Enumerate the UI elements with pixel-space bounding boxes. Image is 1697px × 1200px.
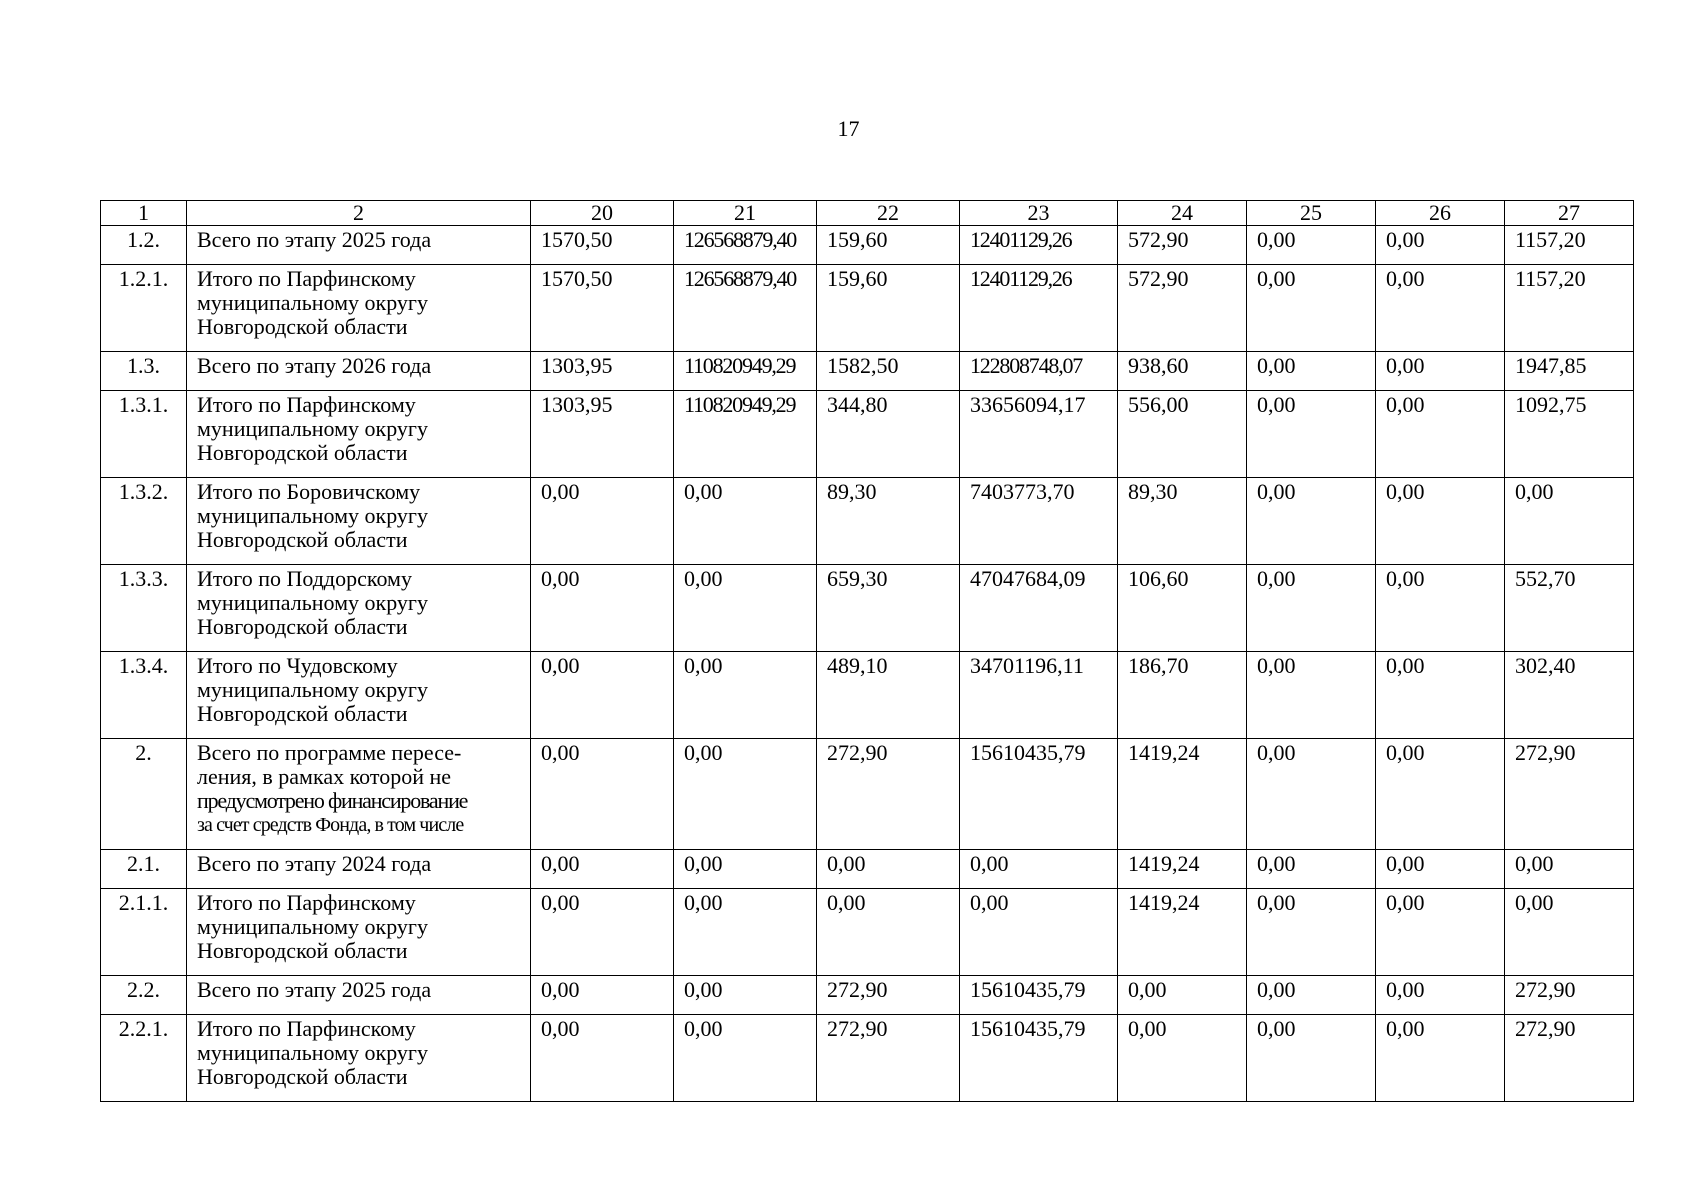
row-name-line: Всего по этапу 2026 года bbox=[197, 353, 432, 378]
table-cell: 302,40 bbox=[1505, 652, 1634, 739]
table-cell: 0,00 bbox=[1505, 889, 1634, 976]
table-cell: 272,90 bbox=[1505, 976, 1634, 1015]
table-cell: 110820949,29 bbox=[674, 391, 817, 478]
table-cell: 110820949,29 bbox=[674, 352, 817, 391]
table-cell: 0,00 bbox=[1247, 739, 1376, 850]
row-number: 1.2.1. bbox=[101, 265, 187, 352]
table-cell: 1419,24 bbox=[1118, 889, 1247, 976]
table-cell: 15610435,79 bbox=[960, 739, 1118, 850]
table-row bbox=[101, 391, 1634, 478]
table-cell: 1570,50 bbox=[531, 226, 674, 265]
table-cell: 0,00 bbox=[674, 1015, 817, 1102]
row-name-line: ления, в рамках которой не bbox=[197, 764, 452, 789]
table-cell: 7403773,70 bbox=[960, 478, 1118, 565]
table-cell: 89,30 bbox=[817, 478, 960, 565]
row-name bbox=[187, 226, 531, 265]
row-name-line: Всего по этапу 2025 года bbox=[197, 977, 432, 1002]
table-cell: 0,00 bbox=[960, 889, 1118, 976]
table-cell: 12401129,26 bbox=[960, 226, 1118, 265]
table-cell: 0,00 bbox=[1247, 652, 1376, 739]
column-header: 27 bbox=[1505, 201, 1634, 226]
row-name-line: Всего по этапу 2024 года bbox=[197, 851, 432, 876]
table-cell: 572,90 bbox=[1118, 226, 1247, 265]
table-cell: 0,00 bbox=[1505, 478, 1634, 565]
table-cell: 0,00 bbox=[1376, 652, 1505, 739]
table-cell: 0,00 bbox=[1376, 478, 1505, 565]
table-cell: 0,00 bbox=[1247, 391, 1376, 478]
table-cell: 1092,75 bbox=[1505, 391, 1634, 478]
table-cell: 0,00 bbox=[1247, 565, 1376, 652]
table-row bbox=[101, 850, 1634, 889]
table-cell: 344,80 bbox=[817, 391, 960, 478]
row-number: 1.3. bbox=[101, 352, 187, 391]
table-cell: 0,00 bbox=[674, 976, 817, 1015]
table-cell: 0,00 bbox=[1376, 265, 1505, 352]
column-header: 22 bbox=[817, 201, 960, 226]
table-cell: 122808748,07 bbox=[960, 352, 1118, 391]
table-cell: 659,30 bbox=[817, 565, 960, 652]
page-number: 17 bbox=[837, 116, 860, 141]
row-number: 1.3.1. bbox=[101, 391, 187, 478]
table-cell: 0,00 bbox=[817, 850, 960, 889]
row-name-line: Новгородской области bbox=[197, 527, 408, 552]
row-name-line: муниципальному округу bbox=[197, 590, 428, 615]
table-cell: 938,60 bbox=[1118, 352, 1247, 391]
table-cell: 0,00 bbox=[531, 739, 674, 850]
table-cell: 0,00 bbox=[1118, 1015, 1247, 1102]
table-row bbox=[101, 889, 1634, 976]
table-cell: 12401129,26 bbox=[960, 265, 1118, 352]
table-cell: 0,00 bbox=[1247, 226, 1376, 265]
table-cell: 33656094,17 bbox=[960, 391, 1118, 478]
column-header: 26 bbox=[1376, 201, 1505, 226]
table-cell: 572,90 bbox=[1118, 265, 1247, 352]
table-cell: 126568879,40 bbox=[674, 265, 817, 352]
row-name bbox=[187, 889, 531, 976]
column-header: 24 bbox=[1118, 201, 1247, 226]
column-header: 1 bbox=[101, 201, 187, 226]
row-number: 2.2.1. bbox=[101, 1015, 187, 1102]
table-cell: 0,00 bbox=[1247, 850, 1376, 889]
row-name bbox=[187, 391, 531, 478]
row-name-line: Итого по Чудовскому bbox=[197, 653, 398, 678]
table-cell: 34701196,11 bbox=[960, 652, 1118, 739]
table-cell: 0,00 bbox=[674, 739, 817, 850]
row-name-line: за счет средств Фонда, в том числе bbox=[197, 814, 464, 836]
row-name-line: Итого по Парфинскому bbox=[197, 266, 416, 291]
row-number: 2. bbox=[101, 739, 187, 850]
table-row bbox=[101, 976, 1634, 1015]
row-name-line: Итого по Парфинскому bbox=[197, 1016, 416, 1041]
row-number: 2.2. bbox=[101, 976, 187, 1015]
table-cell: 0,00 bbox=[1247, 889, 1376, 976]
table-cell: 1303,95 bbox=[531, 391, 674, 478]
table-cell: 552,70 bbox=[1505, 565, 1634, 652]
header-row bbox=[101, 201, 1634, 226]
table-cell: 0,00 bbox=[1376, 850, 1505, 889]
row-name-line: Новгородской области bbox=[197, 440, 408, 465]
row-name-line: Итого по Парфинскому bbox=[197, 392, 416, 417]
row-name-line: муниципальному округу bbox=[197, 416, 428, 441]
table-cell: 0,00 bbox=[531, 565, 674, 652]
table-cell: 0,00 bbox=[531, 889, 674, 976]
table-cell: 0,00 bbox=[1376, 739, 1505, 850]
table-cell: 89,30 bbox=[1118, 478, 1247, 565]
table-cell: 0,00 bbox=[1376, 976, 1505, 1015]
table-cell: 126568879,40 bbox=[674, 226, 817, 265]
column-header: 21 bbox=[674, 201, 817, 226]
row-name-line: муниципальному округу bbox=[197, 914, 428, 939]
allocation-table bbox=[100, 200, 1634, 1102]
row-name bbox=[187, 739, 531, 850]
table-cell: 0,00 bbox=[674, 652, 817, 739]
table-cell: 1947,85 bbox=[1505, 352, 1634, 391]
table-cell: 0,00 bbox=[817, 889, 960, 976]
row-number: 1.2. bbox=[101, 226, 187, 265]
table-row bbox=[101, 352, 1634, 391]
row-name-line: предусмотрено финансирование bbox=[197, 788, 468, 813]
row-number: 1.3.2. bbox=[101, 478, 187, 565]
table-row bbox=[101, 1015, 1634, 1102]
row-name-line: Итого по Парфинскому bbox=[197, 890, 416, 915]
row-number: 2.1. bbox=[101, 850, 187, 889]
table-cell: 489,10 bbox=[817, 652, 960, 739]
table-cell: 1419,24 bbox=[1118, 850, 1247, 889]
row-name-line: Новгородской области bbox=[197, 1064, 408, 1089]
table-cell: 0,00 bbox=[1247, 478, 1376, 565]
column-header: 20 bbox=[531, 201, 674, 226]
row-name bbox=[187, 265, 531, 352]
row-name bbox=[187, 976, 531, 1015]
table-row bbox=[101, 478, 1634, 565]
table-row bbox=[101, 565, 1634, 652]
table-cell: 0,00 bbox=[1118, 976, 1247, 1015]
table-row bbox=[101, 265, 1634, 352]
table-cell: 0,00 bbox=[1376, 1015, 1505, 1102]
row-name bbox=[187, 565, 531, 652]
table-cell: 1582,50 bbox=[817, 352, 960, 391]
table-row bbox=[101, 226, 1634, 265]
row-number: 2.1.1. bbox=[101, 889, 187, 976]
table-cell: 0,00 bbox=[674, 889, 817, 976]
row-name-line: Итого по Поддорскому bbox=[197, 566, 412, 591]
table-cell: 272,90 bbox=[1505, 739, 1634, 850]
table-cell: 0,00 bbox=[1247, 265, 1376, 352]
table-cell: 556,00 bbox=[1118, 391, 1247, 478]
column-header: 25 bbox=[1247, 201, 1376, 226]
table-cell: 272,90 bbox=[1505, 1015, 1634, 1102]
table-cell: 0,00 bbox=[1376, 352, 1505, 391]
table-cell: 186,70 bbox=[1118, 652, 1247, 739]
table-cell: 47047684,09 bbox=[960, 565, 1118, 652]
row-name-line: муниципальному округу bbox=[197, 677, 428, 702]
table-cell: 0,00 bbox=[531, 478, 674, 565]
row-number: 1.3.4. bbox=[101, 652, 187, 739]
row-name-line: Новгородской области bbox=[197, 614, 408, 639]
row-name-line: Новгородской области bbox=[197, 314, 408, 339]
table-cell: 0,00 bbox=[1247, 1015, 1376, 1102]
table-cell: 272,90 bbox=[817, 739, 960, 850]
row-name-line: Итого по Боровичскому bbox=[197, 479, 421, 504]
table-cell: 1157,20 bbox=[1505, 226, 1634, 265]
table-cell: 0,00 bbox=[531, 976, 674, 1015]
row-name-line: Новгородской области bbox=[197, 701, 408, 726]
row-number: 1.3.3. bbox=[101, 565, 187, 652]
table-cell: 159,60 bbox=[817, 265, 960, 352]
row-name bbox=[187, 1015, 531, 1102]
table-cell: 1570,50 bbox=[531, 265, 674, 352]
table-cell: 15610435,79 bbox=[960, 976, 1118, 1015]
row-name-line: муниципальному округу bbox=[197, 1040, 428, 1065]
table-cell: 0,00 bbox=[1376, 889, 1505, 976]
table-cell: 0,00 bbox=[960, 850, 1118, 889]
table-cell: 0,00 bbox=[1247, 976, 1376, 1015]
row-name-line: Всего по программе пересе- bbox=[197, 740, 462, 765]
table-row bbox=[101, 739, 1634, 850]
table-cell: 272,90 bbox=[817, 976, 960, 1015]
table-cell: 0,00 bbox=[531, 652, 674, 739]
table-cell: 1419,24 bbox=[1118, 739, 1247, 850]
row-name-line: Новгородской области bbox=[197, 938, 408, 963]
table-cell: 15610435,79 bbox=[960, 1015, 1118, 1102]
table-cell: 0,00 bbox=[1505, 850, 1634, 889]
table-cell: 0,00 bbox=[1376, 391, 1505, 478]
table-cell: 0,00 bbox=[1376, 226, 1505, 265]
row-name bbox=[187, 850, 531, 889]
table-cell: 0,00 bbox=[674, 478, 817, 565]
table-cell: 0,00 bbox=[1247, 352, 1376, 391]
table-cell: 0,00 bbox=[674, 850, 817, 889]
row-name-line: Всего по этапу 2025 года bbox=[197, 227, 432, 252]
table-cell: 1303,95 bbox=[531, 352, 674, 391]
column-header: 23 bbox=[960, 201, 1118, 226]
row-name-line: муниципальному округу bbox=[197, 503, 428, 528]
table-cell: 0,00 bbox=[674, 565, 817, 652]
row-name bbox=[187, 352, 531, 391]
table-cell: 159,60 bbox=[817, 226, 960, 265]
row-name bbox=[187, 652, 531, 739]
table-cell: 106,60 bbox=[1118, 565, 1247, 652]
table-cell: 272,90 bbox=[817, 1015, 960, 1102]
table-cell: 0,00 bbox=[531, 1015, 674, 1102]
row-name-line: муниципальному округу bbox=[197, 290, 428, 315]
table-cell: 0,00 bbox=[1376, 565, 1505, 652]
table-row bbox=[101, 652, 1634, 739]
table-cell: 1157,20 bbox=[1505, 265, 1634, 352]
table-cell: 0,00 bbox=[531, 850, 674, 889]
column-header: 2 bbox=[187, 201, 531, 226]
row-name bbox=[187, 478, 531, 565]
